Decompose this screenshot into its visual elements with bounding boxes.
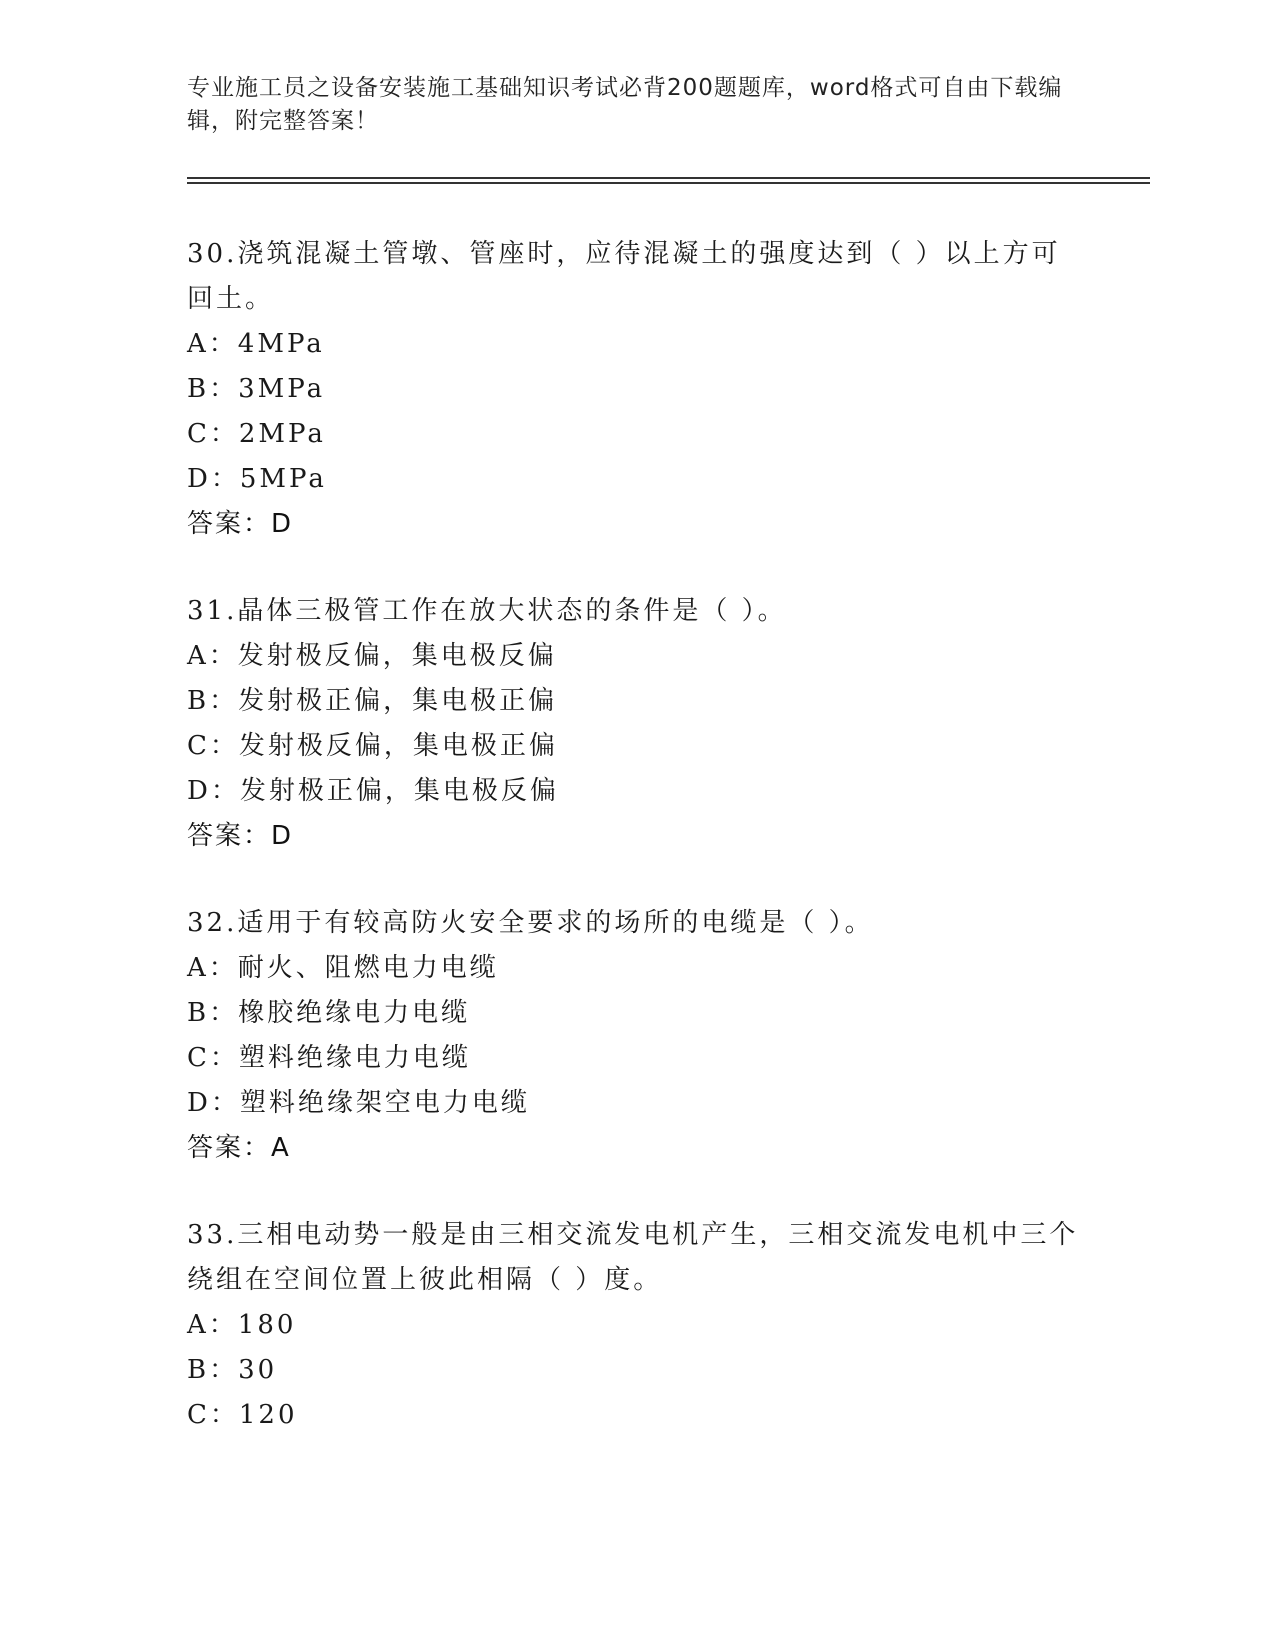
question-30: [187, 232, 1087, 547]
option-c: C：塑料绝缘电力电缆: [187, 1043, 471, 1073]
question-stem: 30.浇筑混凝土管墩、管座时，应待混凝土的强度达到（ ）以上方可回土。: [187, 239, 1061, 314]
option-b: B：发射极正偏，集电极正偏: [187, 686, 558, 716]
document-header: 专业施工员之设备安装施工基础知识考试必背200题题库，word格式可自由下载编辑，附完整答案！: [187, 75, 1063, 134]
question-stem: 31.晶体三极管工作在放大状态的条件是（ ）。: [187, 596, 787, 626]
answer-label: 答案：A: [187, 1133, 291, 1163]
option-b: B：30: [187, 1355, 278, 1385]
header-divider-bottom: [187, 182, 1150, 184]
question-33: [187, 1213, 1087, 1438]
question-31: [187, 589, 1087, 859]
option-b: B：橡胶绝缘电力电缆: [187, 998, 471, 1028]
option-a: A：4MPa: [187, 329, 325, 359]
option-a: A：耐火、阻燃电力电缆: [187, 953, 499, 983]
question-list: [187, 232, 1087, 1480]
option-c: C：发射极反偏，集电极正偏: [187, 731, 558, 761]
option-b: B：3MPa: [187, 374, 326, 404]
option-a: A：180: [187, 1310, 297, 1340]
header-divider-top: [187, 177, 1150, 179]
answer-label: 答案：D: [187, 509, 294, 539]
answer-label: 答案：D: [187, 821, 294, 851]
option-d: D：塑料绝缘架空电力电缆: [187, 1088, 530, 1118]
question-32: [187, 901, 1087, 1171]
question-stem: 33.三相电动势一般是由三相交流发电机产生，三相交流发电机中三个绕组在空间位置上彼此相隔（ ）度。: [187, 1220, 1079, 1295]
option-d: D：5MPa: [187, 464, 327, 494]
option-c: C：2MPa: [187, 419, 326, 449]
option-a: A：发射极反偏，集电极反偏: [187, 641, 557, 671]
option-d: D：发射极正偏，集电极反偏: [187, 776, 559, 806]
option-c: C：120: [187, 1400, 298, 1430]
question-stem: 32.适用于有较高防火安全要求的场所的电缆是（ ）。: [187, 908, 874, 938]
